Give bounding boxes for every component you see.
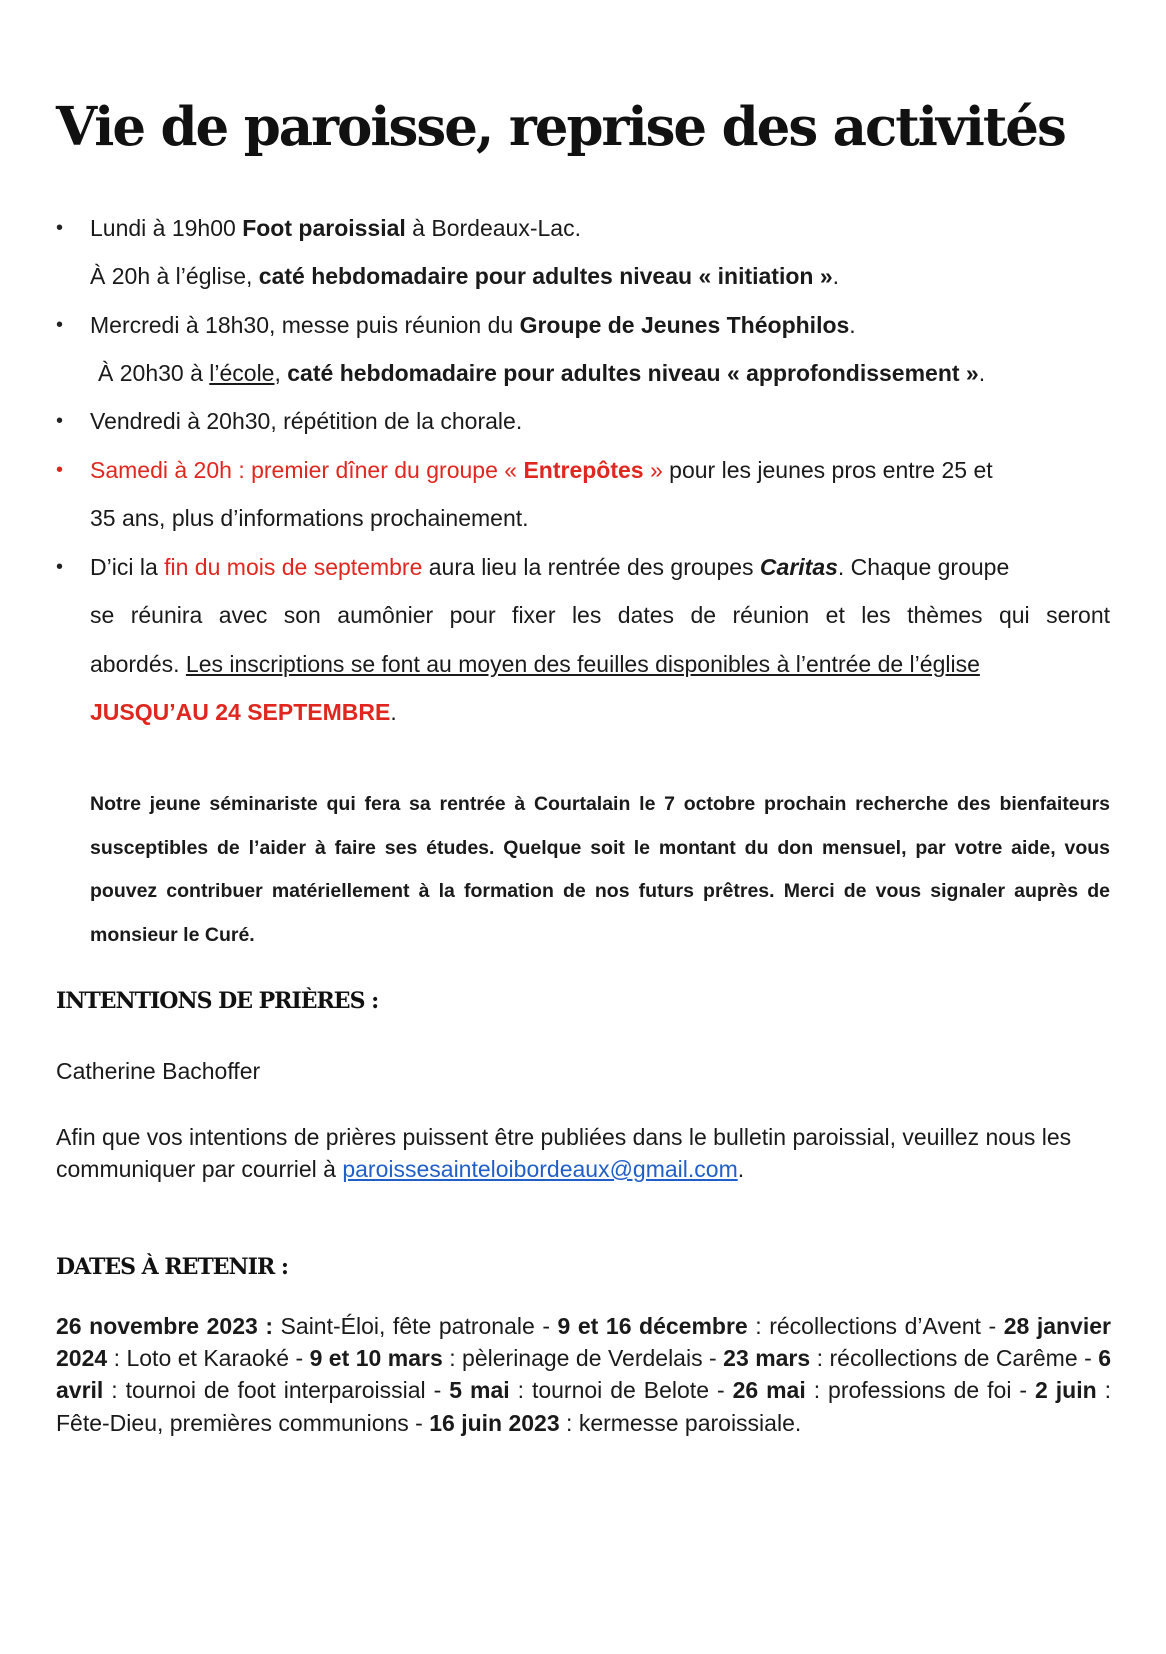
intention-name: Catherine Bachoffer — [56, 1058, 261, 1084]
date-desc: : pèlerinage de Verdelais - — [442, 1345, 724, 1372]
bullet-marker: • — [56, 556, 64, 578]
bullet-marker: • — [56, 410, 64, 432]
date-desc: : tournoi de Belote - — [509, 1377, 733, 1404]
text: Afin que vos intentions de prières puissent être publiées dans le bulletin paroissial, veuillez nous les communiquer par courriel à — [56, 1124, 1072, 1182]
youth-group-name: Groupe de Jeunes Théophilos — [519, 312, 850, 338]
text: pour les jeunes pros entre 25 et — [662, 457, 993, 483]
bullet-marker: • — [56, 217, 64, 239]
date: 9 et 16 décembre — [557, 1313, 748, 1339]
group-entrepotes: Entrepôtes — [523, 457, 644, 483]
activity-wednesday-line2 — [98, 357, 1118, 389]
activity-caritas-line4 — [90, 696, 1110, 728]
text: . — [737, 1156, 745, 1182]
text: . — [390, 699, 397, 725]
date-desc: : Loto et Karaoké - — [107, 1345, 310, 1372]
text: abordés. — [90, 651, 186, 677]
catechism-initiation: caté hebdomadaire pour adultes niveau « initiation » — [258, 263, 833, 289]
activity-caritas-line1 — [90, 551, 1110, 583]
text: aura lieu la rentrée des groupes — [422, 554, 760, 580]
date: 2 juin — [1035, 1377, 1097, 1404]
activity-saturday-line1 — [90, 454, 1110, 486]
intentions-instructions — [56, 1121, 1111, 1185]
date: 6 avril — [56, 1345, 1111, 1404]
date: 26 mai — [732, 1377, 806, 1404]
text: . — [849, 312, 856, 338]
text: . — [978, 360, 986, 386]
text: Vendredi à 20h30, répétition de la chorale. — [90, 408, 523, 434]
date-desc: : récollections d’Avent - — [747, 1313, 1004, 1339]
date: 16 juin 2023 — [429, 1409, 560, 1436]
activity-monday-line1 — [90, 212, 1110, 244]
date: 9 et 10 mars — [309, 1345, 443, 1372]
date-desc: : Fête-Dieu, premières communions - — [56, 1377, 1112, 1436]
date: 28 janvier 2024 — [56, 1313, 1111, 1372]
text: Mercredi à 18h30, messe puis réunion du — [90, 312, 520, 338]
page-title: Vie de paroisse, reprise des activités — [56, 96, 1065, 158]
dates-heading: DATES À RETENIR : — [56, 1254, 289, 1280]
seminarian-notice: Notre jeune séminariste qui fera sa rentrée à Courtalain le 7 octobre prochain recherche des bienfaiteurs susceptibles de l’aider à faire ses études. Quelque soit le montant du don mensuel, par votre aide, vous pouvez contribuer matériellement à la formation de nos futurs prêtres. Merci de vous signaler auprès de monsieur le Curé. — [90, 793, 1110, 946]
date-desc: Saint-Éloi, fête patronale - — [273, 1313, 558, 1339]
text: 35 ans, plus d’informations prochainement. — [90, 505, 529, 531]
activity-friday — [90, 405, 1110, 437]
date: 23 mars — [723, 1345, 811, 1372]
intentions-heading: INTENTIONS DE PRIÈRES : — [56, 988, 379, 1014]
activity-caritas-line2: se réunira avec son aumônier pour fixer les dates de réunion et les thèmes qui seront — [90, 602, 1110, 628]
text: . Chaque groupe — [837, 554, 1010, 580]
date-desc: : tournoi de foot interparoissial - — [103, 1377, 450, 1404]
caritas-label: Caritas — [759, 554, 838, 580]
dates-list — [56, 1310, 1111, 1439]
activity-saturday-line2 — [90, 502, 1110, 534]
bullet-marker: • — [56, 459, 64, 481]
text: , — [274, 360, 288, 386]
catechism-advanced: caté hebdomadaire pour adultes niveau « approfondissement » — [287, 360, 979, 386]
date: 5 mai — [449, 1377, 510, 1404]
foot-label: Foot paroissial — [242, 215, 406, 241]
text: Lundi à 19h00 — [90, 215, 243, 241]
registration-note: Les inscriptions se font au moyen des feuilles disponibles à l’entrée de l’église — [185, 651, 980, 677]
bullet-marker: • — [56, 314, 64, 336]
email-link[interactable]: paroissesainteloibordeaux@gmail.com — [342, 1156, 738, 1182]
date-desc: : récollections de Carême - — [810, 1345, 1099, 1372]
text: » — [643, 457, 663, 483]
end-of-september: fin du mois de septembre — [164, 554, 423, 580]
activity-caritas-line3 — [90, 648, 1110, 680]
text: À 20h à l’église, — [90, 263, 259, 289]
text: à Bordeaux-Lac. — [405, 215, 581, 241]
date: 26 novembre 2023 : — [56, 1313, 273, 1339]
text: Samedi à 20h : premier dîner du groupe « — [90, 457, 524, 483]
school-underlined: l’école — [209, 360, 275, 386]
activity-monday-line2 — [90, 260, 1110, 292]
date-desc: : professions de foi - — [805, 1377, 1036, 1404]
date-desc: : kermesse paroissiale. — [559, 1409, 802, 1436]
activity-wednesday-line1 — [90, 309, 1110, 341]
text: À 20h30 à — [98, 360, 210, 386]
deadline: JUSQU’AU 24 SEPTEMBRE — [90, 699, 391, 725]
text: D’ici la — [90, 554, 165, 580]
text: . — [832, 263, 840, 289]
